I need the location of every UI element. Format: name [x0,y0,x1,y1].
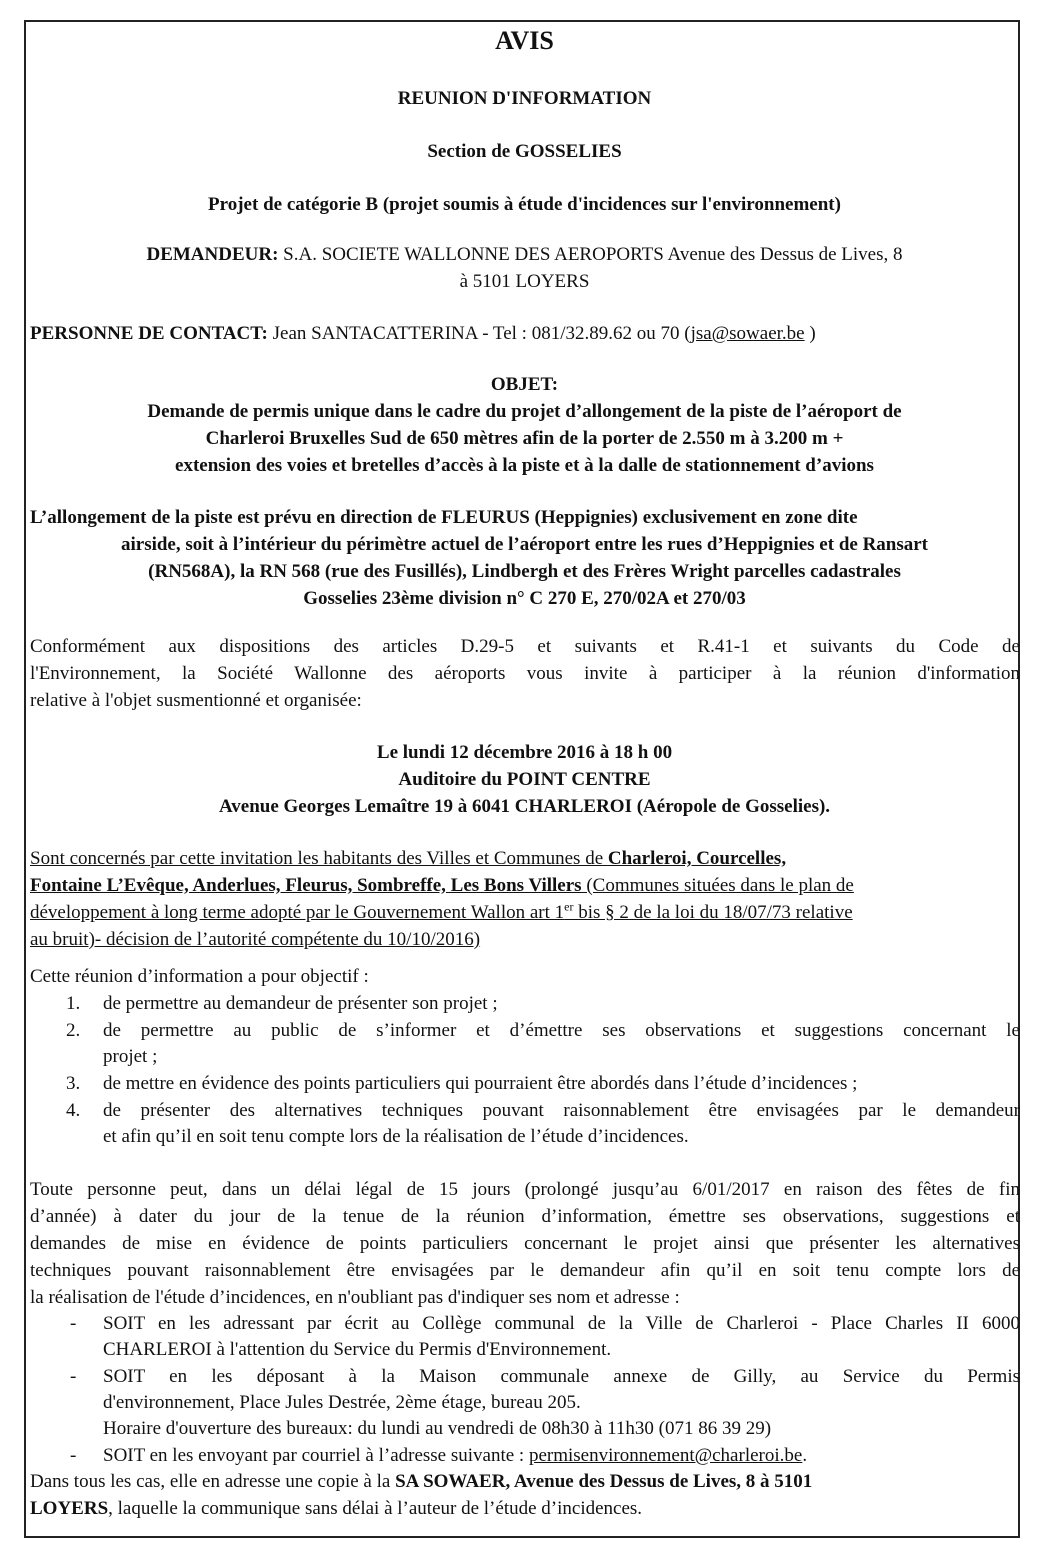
list-dash: - [70,1366,77,1387]
submission-option: CHARLEROI à l'attention du Service du Permis d'Environnement. [103,1339,612,1360]
concerned-line [30,848,786,870]
closing-address: SA SOWAER, Avenue des Dessus de Lives, 8 à 5101 [395,1471,813,1492]
closing-address: LOYERS [30,1498,109,1519]
applicant-name: S.A. SOCIETE WALLONNE DES AEROPORTS Avenue des Dessus de Lives, 8 [278,244,903,265]
invitation-line: relative à l'objet susmentionné et organisée: [30,690,362,711]
invitation-line: l'Environnement, la Société Wallonne des aéroports vous invite à participer à la réunion d'information [30,663,1020,684]
concerned-communes: Fontaine L’Evêque, Anderlues, Fleurus, Sombreffe, Les Bons Villers [30,875,582,896]
meeting-venue: Auditoire du POINT CENTRE [398,769,651,790]
closing-text: Dans tous les cas, elle en adresse une copie à la [30,1471,396,1492]
submission-line: la réalisation de l'étude d’incidences, en n'oubliant pas d'indiquer ses nom et adresse : [30,1287,680,1308]
section-name: Section de GOSSELIES [427,141,622,162]
extension-line: L’allongement de la piste est prévu en direction de FLEURUS (Heppignies) exclusivement en zone dite [30,507,858,528]
object-line: Demande de permis unique dans le cadre du projet d’allongement de la piste de l’aéroport de [147,401,902,422]
submission-line: demandes de mise en évidence de points particuliers concernant le projet ainsi que présenter les alternatives [30,1233,1020,1254]
submission-option: SOIT en les déposant à la Maison communale annexe de Gilly, au Service du Permis [103,1366,1020,1387]
extension-line: Gosselies 23ème division n° C 270 E, 270/02A et 270/03 [303,588,746,609]
list-number: 3. [66,1073,81,1094]
extension-line: (RN568A), la RN 568 (rue des Fusillés), Lindbergh et des Frères Wright parcelles cadastrales [148,561,901,582]
list-number: 4. [66,1100,81,1121]
submission-email[interactable]: permisenvironnement@charleroi.be [528,1445,803,1466]
objectives-intro: Cette réunion d’information a pour objectif : [30,966,369,987]
submission-line: techniques pouvant raisonnablement être envisagées par le demandeur afin qu’il en soit tenu compte lors de [30,1260,1020,1281]
concerned-text: développement à long terme adopté par le Gouvernement Wallon art 1 [30,902,565,923]
object-heading: OBJET: [490,374,559,395]
objective-item: de mettre en évidence des points particuliers qui pourraient être abordés dans l’étude d’incidences ; [103,1073,858,1094]
meeting-date: Le lundi 12 décembre 2016 à 18 h 00 [376,742,673,763]
objective-item: de présenter des alternatives techniques pouvant raisonnablement être envisagées par le demandeur [103,1100,1020,1121]
concerned-line: au bruit)- décision de l’autorité compétente du 10/10/2016) [30,929,481,950]
objective-item: projet ; [103,1046,158,1067]
concerned-line [30,875,854,897]
objective-item: et afin qu’il en soit tenu compte lors de la réalisation de l’étude d’incidences. [103,1126,689,1147]
invitation-line: Conformément aux dispositions des articles D.29-5 et suivants et R.41-1 et suivants du Code de [30,636,1020,657]
objective-item: de permettre au demandeur de présenter son projet ; [103,993,498,1014]
list-number: 1. [66,993,81,1014]
applicant-label: DEMANDEUR: [146,244,279,265]
concerned-text: (Communes situées dans le plan de [581,875,854,896]
contact-label: PERSONNE DE CONTACT: [30,323,268,344]
closing-line [30,1498,642,1520]
list-dash: - [70,1313,77,1334]
meeting-address: Avenue Georges Lemaître 19 à 6041 CHARLEROI (Aéropole de Gosselies). [218,796,831,817]
applicant-line [0,244,1049,266]
contact-line [30,323,816,345]
contact-email[interactable]: jsa@sowaer.be [690,323,805,344]
submission-line: d’année) à dater du jour de la tenue de la réunion d’information, émettre ses observations, suggestions et [30,1206,1020,1227]
submission-option: d'environnement, Place Jules Destrée, 2ème étage, bureau 205. [103,1392,581,1413]
concerned-text: bis § 2 de la loi du 18/07/73 relative [573,902,853,923]
list-number: 2. [66,1020,81,1041]
concerned-superscript: er [564,899,574,914]
list-dash: - [70,1445,77,1466]
objective-item: de permettre au public de s’informer et d’émettre ses observations et suggestions concernant le [103,1020,1020,1041]
object-line: Charleroi Bruxelles Sud de 650 mètres afin de la porter de 2.550 m à 3.200 m + [205,428,844,449]
submission-option [103,1445,807,1467]
extension-line: airside, soit à l’intérieur du périmètre actuel de l’aéroport entre les rues d’Heppignies et de Ransart [120,534,929,555]
applicant-city: à 5101 LOYERS [459,271,590,292]
notice-title: AVIS [495,26,554,55]
object-line: extension des voies et bretelles d’accès à la piste et à la dalle de stationnement d’avions [175,455,874,476]
concerned-text: Sont concernés par cette invitation les habitants des Villes et Communes de [30,848,608,869]
submission-email-text: SOIT en les envoyant par courriel à l’adresse suivante : [103,1445,529,1466]
closing-text: , laquelle la communique sans délai à l’auteur de l’étude d’incidences. [108,1498,643,1519]
office-hours: Horaire d'ouverture des bureaux: du lundi au vendredi de 08h30 à 11h30 (071 86 39 29) [103,1418,772,1439]
notice-subtitle: REUNION D'INFORMATION [397,88,652,109]
closing-line [30,1471,812,1493]
concerned-line [30,899,853,924]
contact-details: Jean SANTACATTERINA - Tel : 081/32.89.62 ou 70 ( [267,323,691,344]
project-category: Projet de catégorie B (projet soumis à étude d'incidences sur l'environnement) [208,194,841,215]
submission-line: Toute personne peut, dans un délai légal de 15 jours (prolongé jusqu’au 6/01/2017 en raison des fêtes de fin [30,1179,1020,1200]
submission-option: SOIT en les adressant par écrit au Collège communal de la Ville de Charleroi - Place Charles II 6000 [103,1313,1020,1334]
submission-email-end: . [802,1445,808,1466]
concerned-communes: Charleroi, Courcelles, [607,848,787,869]
contact-close: ) [804,323,816,344]
